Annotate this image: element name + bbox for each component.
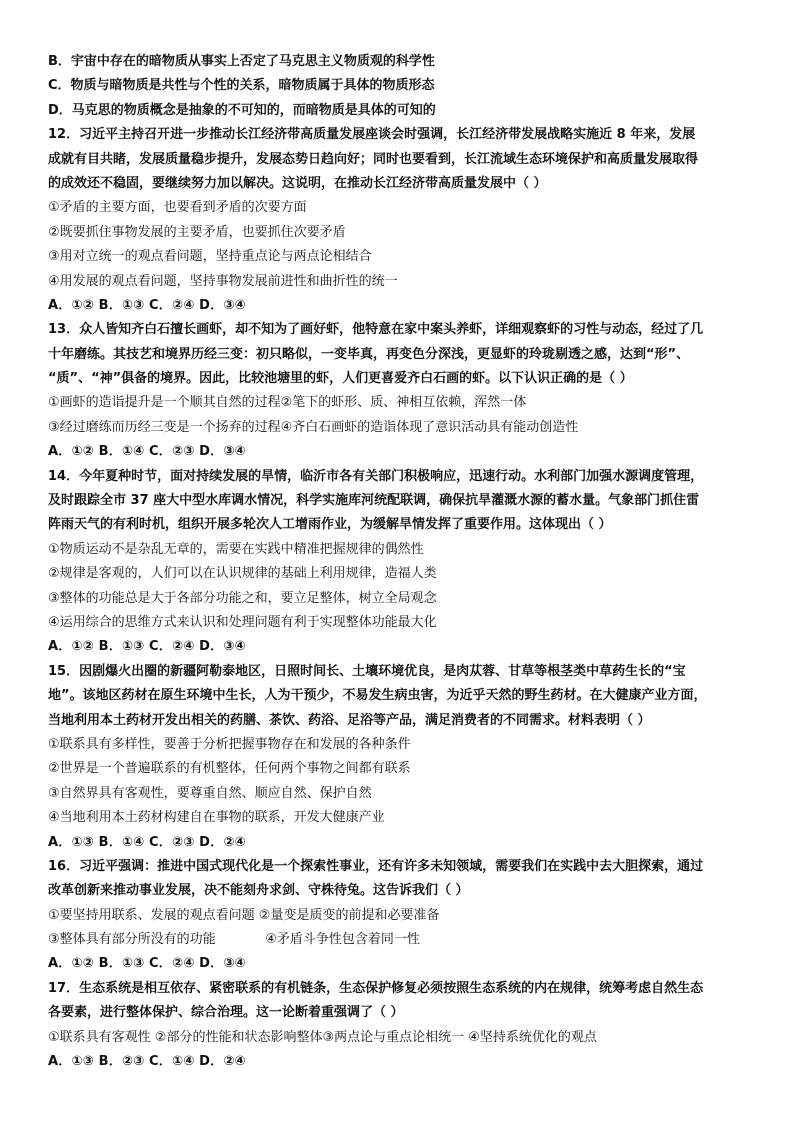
statement-item: ①画虾的造诣提升是一个顺其自然的过程②笔下的虾形、质、神相互依赖，浑然一体: [48, 395, 527, 411]
exam-page: [48, 50, 754, 1074]
statement-item: ③经过磨练而历经三变是一个扬弃的过程④齐白石画虾的造诣体现了意识活动具有能动创造性: [48, 419, 579, 435]
statement-item: ①联系具有多样性，要善于分析把握事物存在和发展的各种条件: [48, 736, 411, 752]
statement-item: ①矛盾的主要方面，也要看到矛盾的次要方面: [48, 200, 307, 216]
question-stem-line: 的成效还不稳固，要继续努力加以解决。这说明，在推动长江经济带高质量发展中（ ）: [48, 175, 547, 191]
question-stem-line: 14．今年夏种时节，面对持续发展的旱情，临沂市各有关部门积极响应，迅速行动。水利部门加强水源调度管理，: [48, 468, 704, 484]
question-stem-line: 地”。该地区药材在原生环境中生长，人为干预少，不易发生病虫害，为近乎天然的野生药材。在大健康产业方面，: [48, 688, 707, 704]
statement-item: ①联系具有客观性 ②部分的性能和状态影响整体③两点论与重点论相统一 ④坚持系统优化的观点: [48, 1029, 597, 1045]
question-stem-line: 16．习近平强调：推进中国式现代化是一个探索性事业，还有许多未知领域，需要我们在实践中去大胆探索，通过: [48, 858, 704, 874]
statement-item: ③整体具有部分所没有的功能 ④矛盾斗争性包含着同一性: [48, 932, 420, 948]
statement-item: ③整体的功能总是大于各部分功能之和，要立足整体，树立全局观念: [48, 590, 437, 606]
question-stem-line: 及时跟踪全市 37 座大中型水库调水情况，科学实施库河统配联调，确保抗旱灌溉水源的蓄水量。气象部门抓住雷: [48, 493, 700, 509]
statement-item: ③用对立统一的观点看问题，坚持重点论与两点论相结合: [48, 249, 372, 265]
question-stem-line: 12．习近平主持召开进一步推动长江经济带高质量发展座谈会时强调，长江经济带发展战略实施近 8 年来，发展: [48, 127, 696, 143]
question-stem-line: 15．因剧爆火出圈的新疆阿勒泰地区，日照时间长、土壤环境优良，是肉苁蓉、甘草等根茎类中草药生长的“宝: [48, 663, 686, 679]
question-15: [48, 660, 754, 855]
statement-item: ④当地利用本土药材构建自在事物的联系，开发大健康产业: [48, 810, 385, 826]
statement-item: ④用发展的观点看问题，坚持事物发展前进性和曲折性的统一: [48, 273, 398, 289]
question-stem-line: 17．生态系统是相互依存、紧密联系的有机链条，生态保护修复必须按照生态系统的内在规律，统筹考虑自然生态: [48, 980, 704, 996]
question-stem-line: 13．众人皆知齐白石擅长画虾，却不知为了画好虾，他特意在家中案头养虾，详细观察虾的习性与动态，经过了几: [48, 322, 704, 338]
statement-item: ②规律是客观的，人们可以在认识规律的基础上利用规律，造福人类: [48, 566, 437, 582]
option-d: D．马克思的物质概念是抽象的不可知的，而暗物质是具体的可知的: [48, 102, 436, 118]
statement-item: ③自然界具有客观性，要尊重自然、顺应自然、保护自然: [48, 785, 372, 801]
answer-choices: A．①③ B．①④ C．②③ D．②④: [48, 834, 246, 850]
question-stem-line: “质”、“神”俱备的境界。因此，比较池塘里的虾，人们更喜爱齐白石画的虾。以下认识正确的是（ ）: [48, 371, 633, 387]
option-c: C．物质与暗物质是共性与个性的关系，暗物质属于具体的物质形态: [48, 78, 435, 94]
statement-item: ①要坚持用联系、发展的观点看问题 ②量变是质变的前提和必要准备: [48, 907, 440, 923]
statement-item: ②世界是一个普遍联系的有机整体，任何两个事物之间都有联系: [48, 761, 411, 777]
statement-item: ④运用综合的思维方式来认识和处理问题有利于实现整体功能最大化: [48, 614, 437, 630]
answer-choices: A．①③ B．②③ C．①④ D．②④: [48, 1054, 246, 1070]
answer-choices: A．①② B．①③ C．②④ D．③④: [48, 956, 246, 972]
question-stem-line: 十年磨练。其技艺和境界历经三变：初只略似，一变毕真，再变色分深浅，更显虾的玲珑剔透之感，达到“形”、: [48, 346, 690, 362]
question-14: [48, 465, 754, 660]
question-stem-line: 改革创新来推动事业发展，决不能刻舟求剑、守株待兔。这告诉我们（ ）: [48, 883, 469, 899]
answer-choices: A．①② B．①④ C．②③ D．③④: [48, 444, 246, 460]
question-stem-line: 成就有目共睹，发展质量稳步提升，发展态势日趋向好；同时也要看到，长江流域生态环境保护和高质量发展取得: [48, 151, 699, 167]
question-stem-line: 阵雨天气的有利时机，组织开展多轮次人工增雨作业，为缓解旱情发挥了重要作用。这体现出（ ）: [48, 517, 612, 533]
question-stem-line: 各要素，进行整体保护、综合治理。这一论断着重强调了（ ）: [48, 1005, 404, 1021]
question-17: [48, 977, 754, 1075]
statement-item: ①物质运动不是杂乱无章的，需要在实践中精准把握规律的偶然性: [48, 541, 424, 557]
question-stem-line: 当地利用本土药材开发出相关的药膳、茶饮、药浴、足浴等产品，满足消费者的不同需求。材料表明（ ）: [48, 712, 651, 728]
answer-choices: A．①② B．①③ C．②④ D．③④: [48, 297, 246, 313]
previous-question-options: [48, 50, 754, 123]
statement-item: ②既要抓住事物发展的主要矛盾，也要抓住次要矛盾: [48, 224, 346, 240]
question-13: [48, 318, 754, 464]
option-b: B．宇宙中存在的暗物质从事实上否定了马克思主义物质观的科学性: [48, 54, 435, 69]
question-16: [48, 855, 754, 977]
question-12: [48, 123, 754, 318]
answer-choices: A．①② B．①③ C．②④ D．③④: [48, 639, 246, 655]
